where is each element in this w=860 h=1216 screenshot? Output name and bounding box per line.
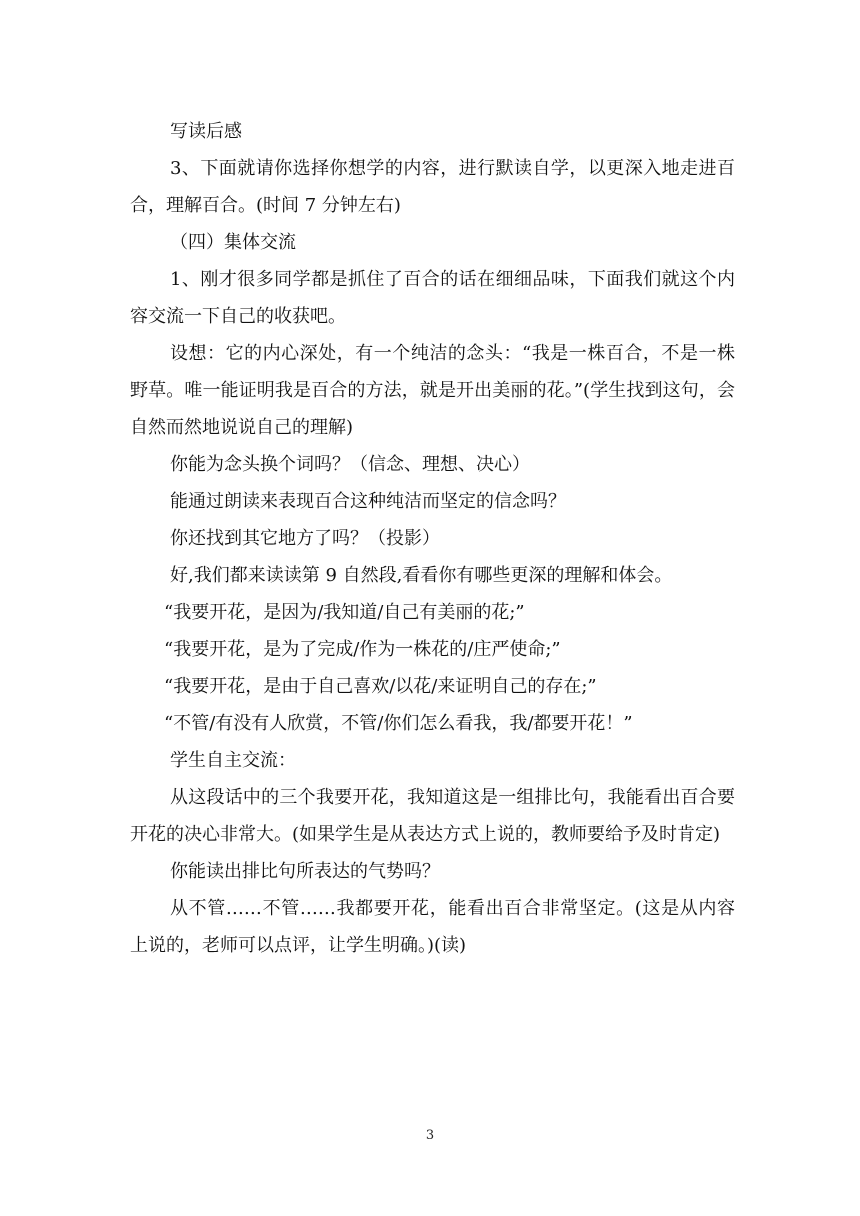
paragraph-step-1: 1、刚才很多同学都是抓住了百合的话在细细品味，下面我们就这个内容交流一下自己的收获吧。 [130,269,735,327]
paragraph-student-exchange: 学生自主交流： [170,750,296,771]
paragraph-parallelism: 从这段话中的三个我要开花，我知道这是一组排比句，我能看出百合要开花的决心非常大。(如果学生是从表达方式上说的，教师要给予及时肯定) [130,787,735,845]
quote-line-1: “我要开花，是因为/我知道/自己有美丽的花;” [164,602,525,623]
paragraph-assumption: 设想：它的内心深处，有一个纯洁的念头：“我是一株百合，不是一株野草。唯一能证明我是百合的方法，就是开出美丽的花。”(学生找到这句，会自然而然地说说自己的理解) [130,343,735,438]
quote-line-4: “不管/有没有人欣赏，不管/你们怎么看我，我/都要开花！” [164,713,633,734]
paragraph-question-momentum: 你能读出排比句所表达的气势吗？ [170,861,440,882]
paragraph-question-other: 你还找到其它地方了吗？（投影） [170,528,440,549]
document-body [130,113,735,964]
paragraph-question-word: 你能为念头换个词吗？（信念、理想、决心） [170,454,530,475]
paragraph-read-section-9: 好,我们都来读读第 9 自然段,看看你有哪些更深的理解和体会。 [170,565,673,586]
paragraph-question-reading: 能通过朗读来表现百合这种纯洁而坚定的信念吗？ [170,491,566,512]
paragraph-heading-write: 写读后感 [170,121,242,142]
section-heading-group-exchange: （四）集体交流 [170,232,296,253]
quote-line-2: “我要开花，是为了完成/作为一株花的/庄严使命;” [164,639,561,660]
page-number: 3 [425,1128,435,1143]
paragraph-determination: 从不管……不管……我都要开花，能看出百合非常坚定。(这是从内容上说的，老师可以点评，让学生明确。)(读) [130,898,735,956]
quote-line-3: “我要开花，是由于自己喜欢/以花/来证明自己的存在;” [164,676,597,697]
paragraph-step-3: 3、下面就请你选择你想学的内容，进行默读自学，以更深入地走进百合，理解百合。(时间 7 分钟左右) [130,158,735,216]
